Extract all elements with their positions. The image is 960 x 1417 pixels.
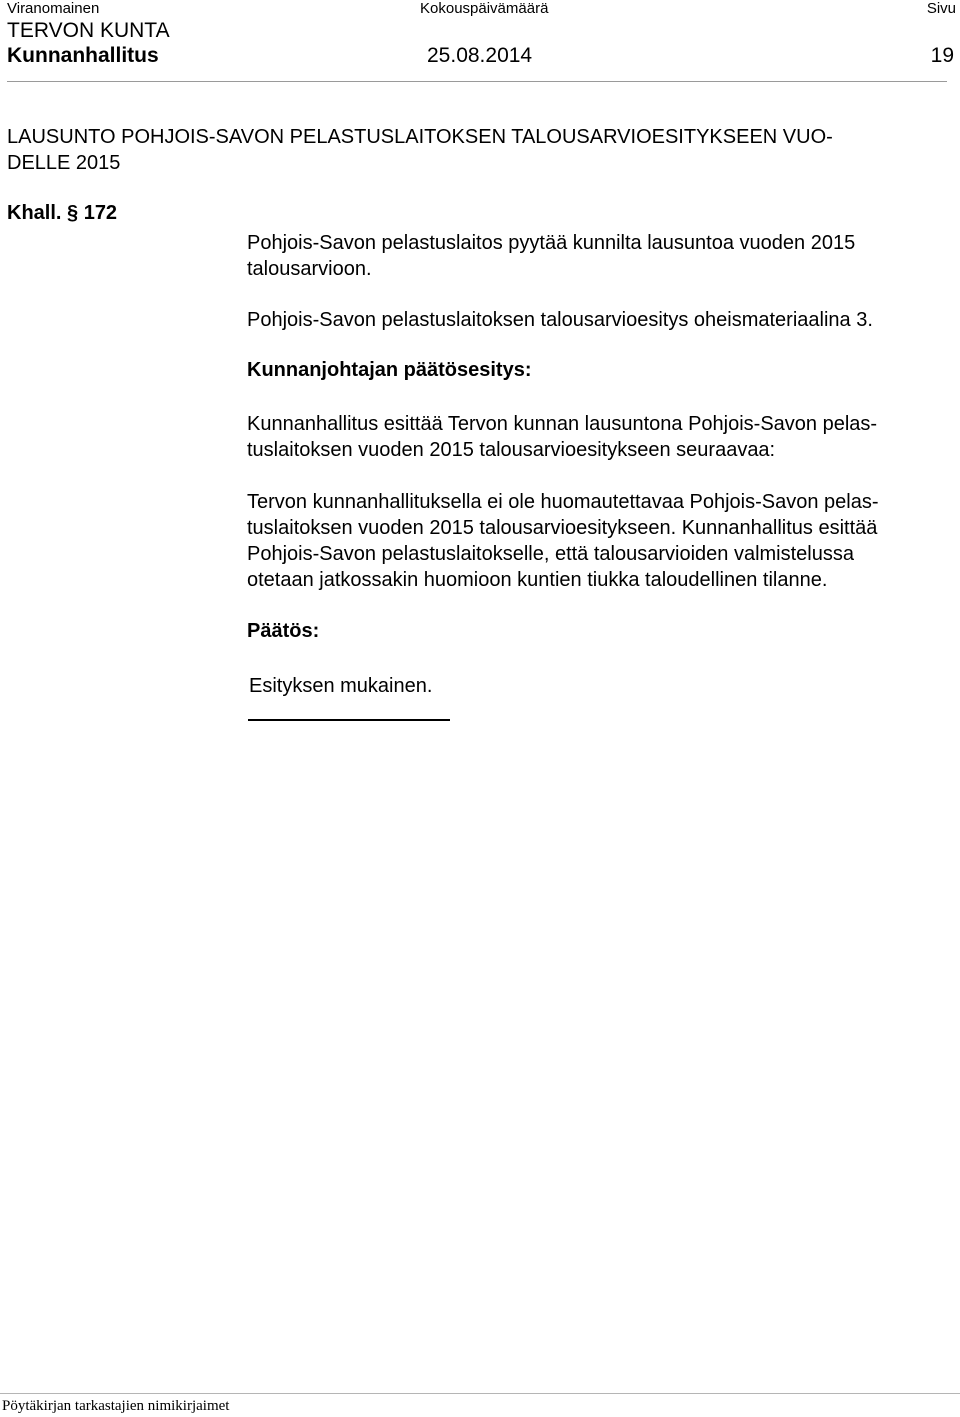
footer-divider	[0, 1393, 960, 1394]
proposal-line-1: Kunnanhallitus esittää Tervon kunnan lausuntona Pohjois-Savon pelas-	[247, 413, 878, 435]
label-official: Viranomainen	[7, 0, 100, 17]
meeting-date: 25.08.2014	[427, 44, 533, 67]
label-meeting-date: Kokouspäivämäärä	[420, 0, 549, 17]
label-page: Sivu	[926, 0, 956, 17]
title-line-1: LAUSUNTO POHJOIS-SAVON PELASTUSLAITOKSEN TALOUSARVIOESITYKSEEN VUO-	[7, 126, 833, 148]
proposal-line-2: tuslaitoksen vuoden 2015 talousarvioesitykseen seuraavaa:	[247, 439, 776, 461]
municipality-name: TERVON KUNTA	[7, 19, 170, 42]
paragraph-attachment: Pohjois-Savon pelastuslaitoksen talousarvioesitys oheismateriaalina 3.	[247, 309, 873, 331]
statement-line-3: Pohjois-Savon pelastuslaitokselle, että talousarvioiden valmistelussa	[247, 543, 854, 565]
page-number: 19	[930, 44, 954, 67]
header-divider	[7, 81, 947, 82]
governing-body: Kunnanhallitus	[7, 44, 159, 67]
section-reference: Khall. § 172	[7, 202, 118, 224]
decision-text: Esityksen mukainen.	[249, 675, 433, 697]
paragraph-request-line-2: talousarvioon.	[247, 258, 372, 280]
proposal-text	[247, 411, 957, 463]
signature-label: Pöytäkirjan tarkastajien nimikirjaimet	[2, 1398, 230, 1414]
decision-end-line	[248, 719, 450, 721]
statement-text	[247, 489, 957, 593]
title-line-2: DELLE 2015	[7, 152, 121, 174]
proposal-heading: Kunnanjohtajan päätösesitys:	[247, 359, 532, 381]
statement-line-2: tuslaitoksen vuoden 2015 talousarvioesitykseen. Kunnanhallitus esittää	[247, 517, 878, 539]
statement-line-1: Tervon kunnanhallituksella ei ole huomautettavaa Pohjois-Savon pelas-	[247, 491, 879, 513]
decision-heading: Päätös:	[247, 620, 320, 642]
statement-line-4: otetaan jatkossakin huomioon kuntien tiukka taloudellinen tilanne.	[247, 569, 828, 591]
document-title	[7, 124, 952, 176]
paragraph-request	[247, 230, 947, 282]
paragraph-request-line-1: Pohjois-Savon pelastuslaitos pyytää kunnilta lausuntoa vuoden 2015	[247, 232, 856, 254]
